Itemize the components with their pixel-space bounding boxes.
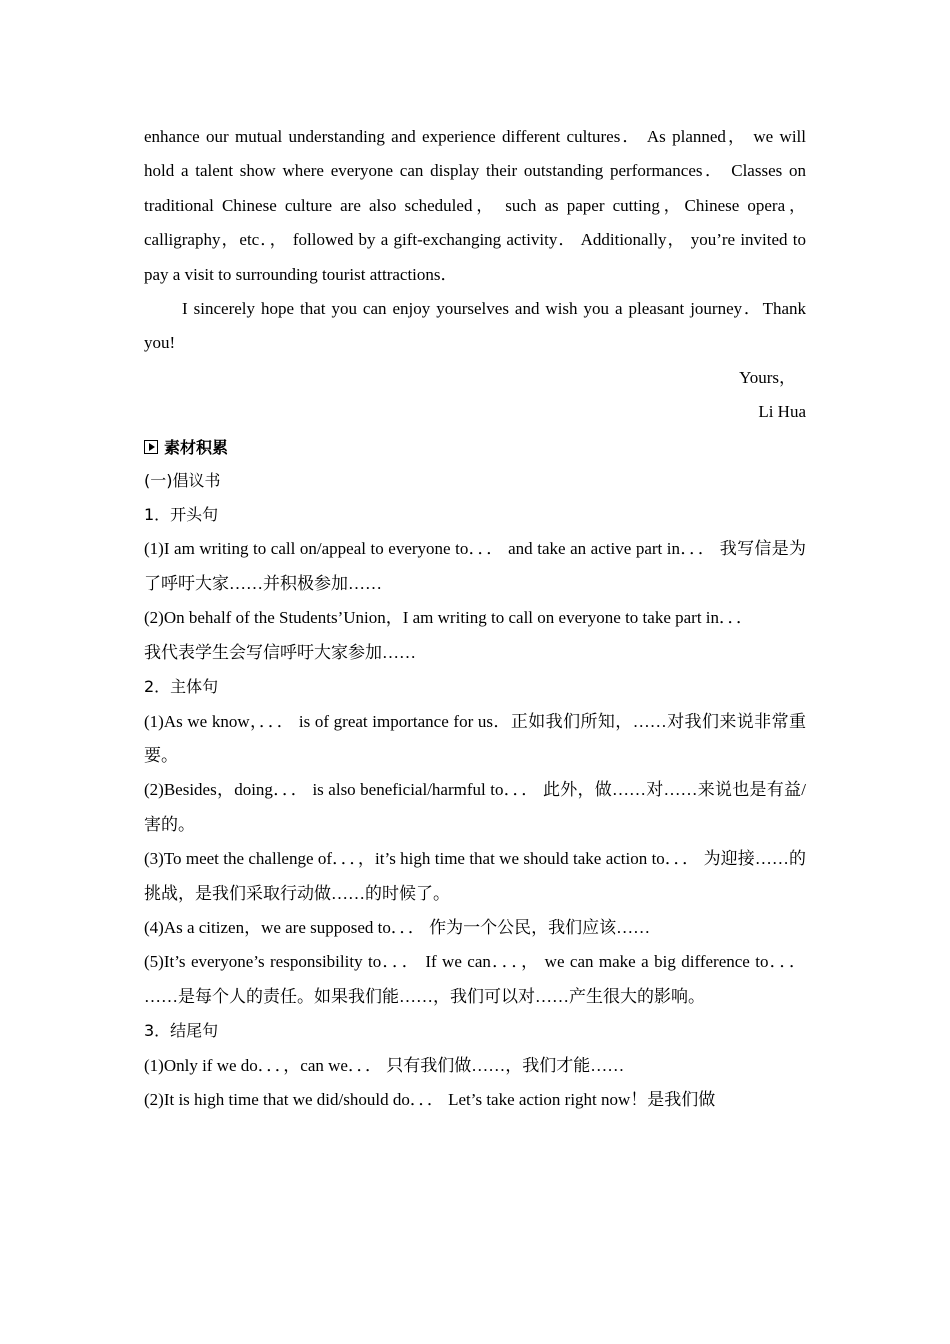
group-label-body: 2．主体句 (144, 677, 219, 697)
list-item: (1)As we know，．．． is of great importance for us．正如我们所知，……对我们来说非常重要。 (144, 711, 806, 765)
section-heading (144, 430, 806, 464)
section-title: 素材积累 (164, 438, 229, 458)
letter-closing: Yours， (739, 367, 796, 387)
letter-signature: Li Hua (758, 402, 806, 422)
list-item: (3)To meet the challenge of．．．，it’s high time that we should take action to．．． 为迎接……的挑战，是我们采取行动做……的时候了。 (144, 849, 806, 903)
letter-paragraph-1: enhance our mutual understanding and experience different cultures． As planned， we will hold a talent show where everyone can display their outstanding performances． Classes on traditional Chinese culture are also scheduled， such as paper cutting，Chinese opera，calligraphy，etc．， followed by a gift-exchanging activity． Additionally， you’re invited to pay a visit to surrounding tourist attractions． (144, 127, 806, 284)
document-page (144, 120, 806, 1117)
list-item: (1)Only if we do．．．，can we．．． 只有我们做……，我们才能…… (144, 1055, 625, 1075)
list-item: (2)On behalf of the Students’Union，I am writing to call on everyone to take part in．．． (144, 608, 754, 628)
list-item: (4)As a citizen，we are supposed to．．． 作为一个公民，我们应该…… (144, 917, 651, 937)
letter-paragraph-2: I sincerely hope that you can enjoy yourselves and wish you a pleasant journey．Thank you! (144, 299, 806, 353)
list-item: 我代表学生会写信呼吁大家参加…… (144, 642, 416, 662)
list-item: (2)Besides，doing．．． is also beneficial/harmful to．．． 此外，做……对……来说也是有益/害的。 (144, 780, 806, 834)
group-label-closing: 3．结尾句 (144, 1021, 219, 1041)
group-label-opening: 1．开头句 (144, 505, 219, 525)
list-item: (5)It’s everyone’s responsibility to．．． If we can．．．， we can make a big difference to．．． ……是每个人的责任。如果我们能……，我们可以对……产生很大的影响。 (144, 952, 806, 1006)
list-item: (1)I am writing to call on/appeal to everyone to．．． and take an active part in．．． 我写信是为了呼吁大家……并积极参加…… (144, 539, 806, 593)
section-subtitle: (一)倡议书 (144, 470, 221, 490)
list-item: (2)It is high time that we did/should do．．． Let’s take action right now！是我们做 (144, 1089, 716, 1109)
play-box-icon (144, 440, 158, 454)
